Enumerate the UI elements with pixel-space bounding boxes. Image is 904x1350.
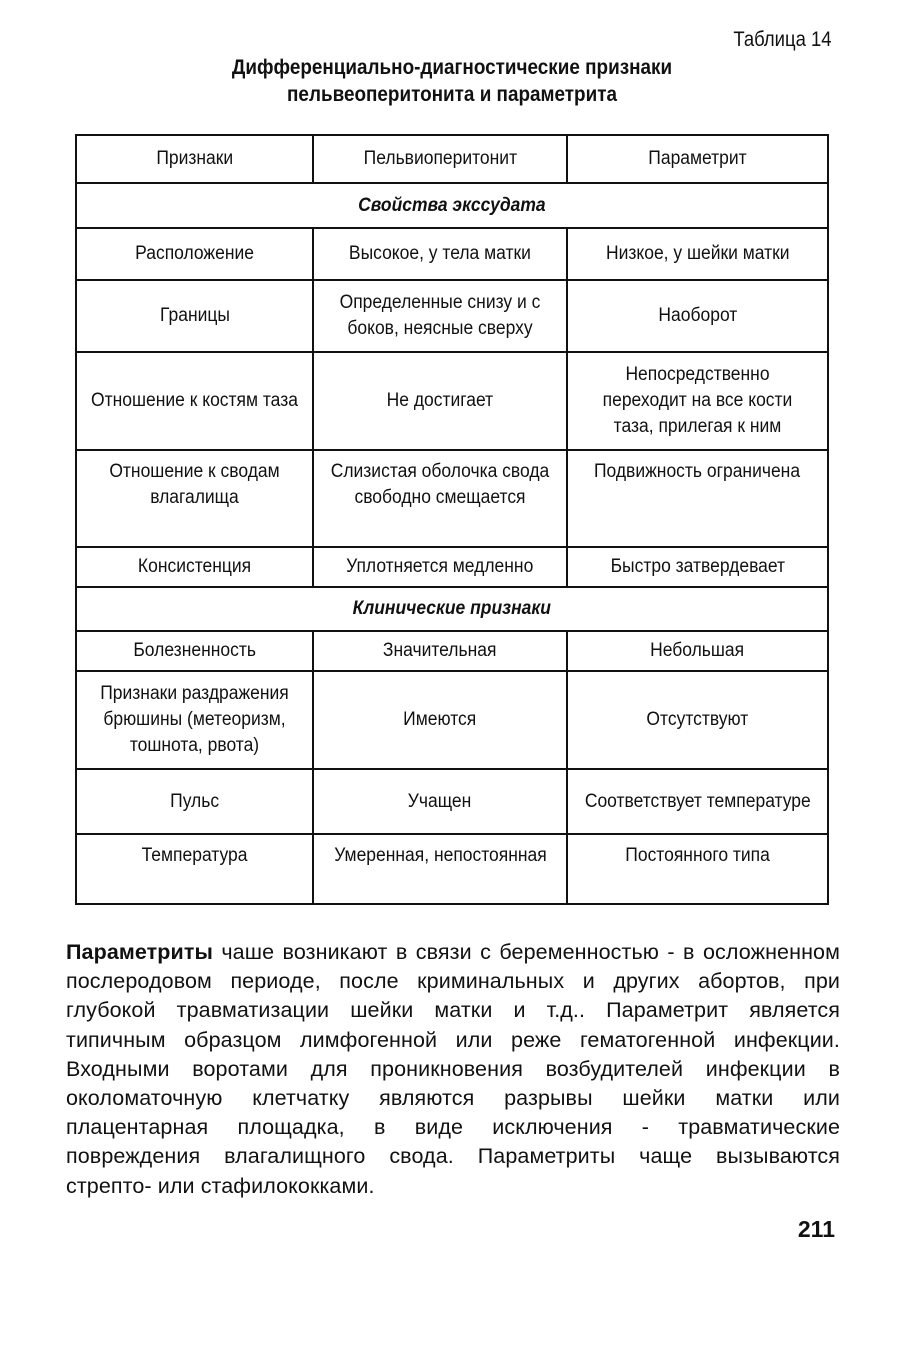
diagnostic-table [75, 134, 829, 905]
table-title [153, 54, 751, 108]
table-cell: Умеренная, непостоянная [313, 834, 567, 904]
table-row [76, 834, 828, 904]
table-cell: Высокое, у тела матки [313, 228, 567, 280]
table-cell: Уплотняется медленно [313, 547, 567, 587]
table-number-label: Таблица 14 [733, 28, 832, 51]
table-cell: Температура [76, 834, 313, 904]
table-cell: Отношение к сводам влагалища [76, 450, 313, 547]
section-row [76, 183, 828, 228]
section-title: Свойства экссудата [76, 183, 828, 228]
table-cell: Не достигает [313, 352, 567, 450]
table-cell: Значительная [313, 631, 567, 671]
section-title: Клинические признаки [76, 587, 828, 631]
table-cell: Быстро затвердевает [567, 547, 828, 587]
table-cell: Отношение к костям таза [76, 352, 313, 450]
table-cell: Постоянного типа [567, 834, 828, 904]
paragraph-lead-term: Параметриты [66, 940, 213, 964]
table-cell: Слизистая оболочка свода свободно смещается [313, 450, 567, 547]
table-row [76, 352, 828, 450]
table-row [76, 450, 828, 547]
column-header: Пельвиоперитонит [313, 135, 567, 183]
table-cell: Имеются [313, 671, 567, 769]
table-row [76, 631, 828, 671]
table-cell: Границы [76, 280, 313, 352]
table-row [76, 769, 828, 834]
table-title-line-1: Дифференциально-диагностические признаки [231, 56, 673, 79]
table-cell: Отсутствуют [567, 671, 828, 769]
table-cell: Учащен [313, 769, 567, 834]
paragraph-text: чаше возникают в связи с беременностью - в осложненном послеродовом периоде, после криминальных и других абортов, при глубокой травматизации шейки матки и т.д.. Параметрит является типичным образцом лимфогенной или реже гематогенной инфекции. Входными воротами для проникновения возбудителей инфекции в околоматочную клетчатку являются разрывы шейки матки или плацентарная площадка, в виде исключения - травматические повреждения влагалищного свода. Параметриты чаще вызываются стрепто- или стафилококками. [66, 940, 840, 1198]
table-cell: Наоборот [567, 280, 828, 352]
table-row [76, 280, 828, 352]
table-cell: Определенные снизу и с боков, неясные сверху [313, 280, 567, 352]
table-cell: Признаки раздражения брюшины (метеоризм, тошнота, рвота) [76, 671, 313, 769]
table-cell: Небольшая [567, 631, 828, 671]
column-header: Признаки [76, 135, 313, 183]
table-cell: Непосредственно переходит на все кости таза, прилегая к ним [567, 352, 828, 450]
table-row [76, 671, 828, 769]
table-row [76, 547, 828, 587]
table-cell: Низкое, у шейки матки [567, 228, 828, 280]
table-cell: Пульс [76, 769, 313, 834]
body-paragraph [66, 938, 840, 1201]
column-header: Параметрит [567, 135, 828, 183]
table-cell: Расположение [76, 228, 313, 280]
table-row [76, 228, 828, 280]
table-header-row [76, 135, 828, 183]
table-cell: Консистенция [76, 547, 313, 587]
table-cell: Соответствует температуре [567, 769, 828, 834]
table-title-line-2: пельвеоперитонита и параметрита [287, 83, 617, 106]
table-cell: Подвижность ограничена [567, 450, 828, 547]
section-row [76, 587, 828, 631]
table-cell: Болезненность [76, 631, 313, 671]
page-number: 211 [797, 1216, 835, 1242]
